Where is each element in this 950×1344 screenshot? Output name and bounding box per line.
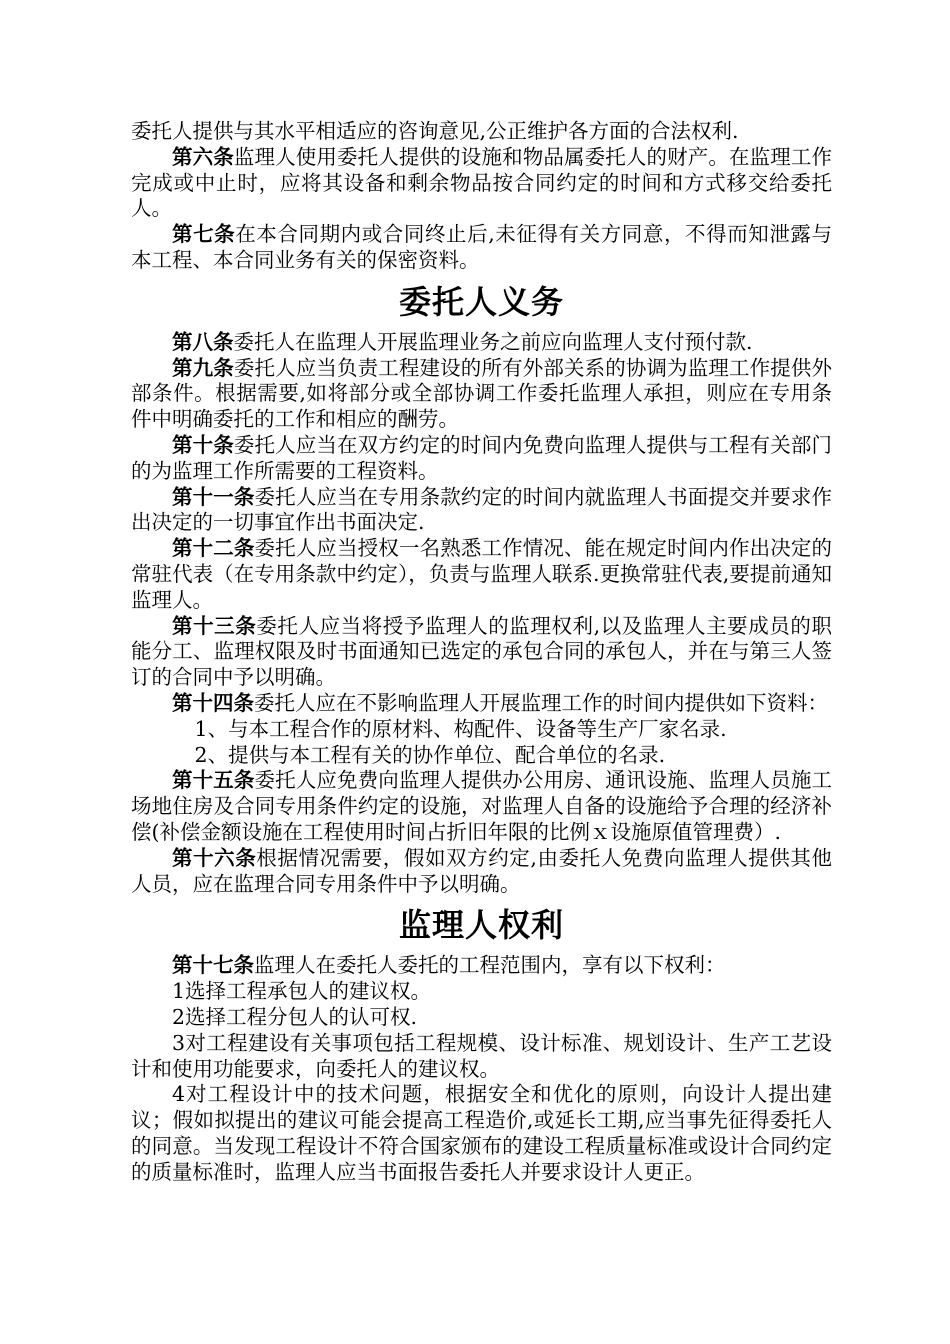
paragraph xyxy=(131,1082,832,1185)
article-number: 第七条 xyxy=(172,222,236,247)
article-paragraph xyxy=(131,145,832,222)
paragraph-text: 委托人应免费向监理人提供办公用房、通讯设施、监理人员施工场地住房及合同专用条件约定的设施，对监理人自备的设施给予合理的经济补偿(补偿金额设施在工程使用时间占折旧年限的比例ｘ设施原值管理费）. xyxy=(131,768,833,844)
article-number: 第十四条 xyxy=(172,690,254,715)
paragraph-text: 监理人使用委托人提供的设施和物品属委托人的财产。在监理工作完成或中止时，应将其设备和剩余物品按合同约定的时间和方式移交给委托人。 xyxy=(131,144,833,221)
article-number: 第十七条 xyxy=(172,953,254,978)
paragraph xyxy=(131,717,832,743)
paragraph xyxy=(131,743,832,769)
article-number: 第十三条 xyxy=(172,613,257,638)
article-paragraph xyxy=(131,953,832,979)
paragraph-text: 委托人提供与其水平相适应的咨询意见,公正维护各方面的合法权利. xyxy=(131,119,739,143)
article-number: 第八条 xyxy=(172,329,234,354)
paragraph-text: 2选择工程分包人的认可权. xyxy=(172,1004,418,1029)
article-paragraph xyxy=(131,768,832,845)
article-paragraph xyxy=(131,614,832,691)
paragraph-text: 委托人应在不影响监理人开展监理工作的时间内提供如下资料： xyxy=(254,690,828,715)
paragraph-text: 3对工程建设有关事项包括工程规模、设计标准、规划设计、生产工艺设计和使用功能要求，向委托人的建议权。 xyxy=(131,1030,832,1081)
paragraph xyxy=(131,979,832,1005)
article-paragraph xyxy=(131,330,832,356)
article-paragraph xyxy=(131,846,832,898)
paragraph xyxy=(131,119,832,145)
article-paragraph xyxy=(131,433,832,485)
paragraph xyxy=(131,1005,832,1031)
paragraph-text: 2、提供与本工程有关的协作单位、配合单位的名录. xyxy=(194,742,666,767)
article-paragraph xyxy=(131,691,832,717)
section-heading: 监理人权利 xyxy=(398,906,564,945)
paragraph-text: 4对工程设计中的技术问题，根据安全和优化的原则，向设计人提出建议；假如拟提出的建议可能会提高工程造价,或延长工期,应当事先征得委托人的同意。当发现工程设计不符合国家颁布的建设工程质量标准或设计合同约定的质量标准时，监理人应当书面报告委托人并要求设计人更正。 xyxy=(131,1082,832,1184)
paragraph-text: 在本合同期内或合同终止后,未征得有关方同意，不得而知泄露与本工程、本合同业务有关的保密资料。 xyxy=(131,222,833,272)
article-paragraph xyxy=(131,222,832,274)
article-number: 第十二条 xyxy=(172,536,255,561)
paragraph-text: 委托人应当负责工程建设的所有外部关系的协调为监理工作提供外部条件。根据需要,如将部分或全部协调工作委托监理人承担，则应在专用条件中明确委托的工作和相应的酬劳。 xyxy=(131,355,833,432)
paragraph-text: 委托人应当授权一名熟悉工作情况、能在规定时间内作出决定的常驻代表（在专用条款中约定），负责与监理人联系.更换常驻代表,要提前通知监理人。 xyxy=(131,536,833,612)
article-number: 第十五条 xyxy=(172,768,255,793)
article-paragraph xyxy=(131,356,832,433)
paragraph-text: 委托人在监理人开展监理业务之前应向监理人支付预付款. xyxy=(233,329,753,354)
paragraph-text: 1、与本工程合作的原材料、构配件、设备等生产厂家名录. xyxy=(194,716,727,741)
section-heading: 委托人义务 xyxy=(398,282,564,321)
article-number: 第十条 xyxy=(172,432,234,457)
paragraph-text: 委托人应当将授予监理人的监理权利,以及监理人主要成员的职能分工、监理权限及时书面通知已选定的承包合同的承包人，并在与第三人签订的合同中予以明确。 xyxy=(131,613,833,690)
article-number: 第九条 xyxy=(172,355,234,380)
paragraph-text: 委托人应当在双方约定的时间内免费向监理人提供与工程有关部门的为监理工作所需要的工程资料。 xyxy=(131,432,833,483)
article-paragraph xyxy=(131,536,832,613)
article-number: 第六条 xyxy=(172,144,234,169)
paragraph-text: 1选择工程承包人的建议权。 xyxy=(172,979,432,1004)
article-paragraph xyxy=(131,485,832,537)
paragraph-text: 根据情况需要，假如双方约定,由委托人免费向监理人提供其他人员，应在监理合同专用条件中予以明确。 xyxy=(131,845,833,896)
article-number: 第十一条 xyxy=(172,484,255,509)
paragraph-text: 监理人在委托人委托的工程范围内，享有以下权利： xyxy=(254,953,726,978)
paragraph xyxy=(131,1031,832,1083)
paragraph-text: 委托人应当在专用条款约定的时间内就监理人书面提交并要求作出决定的一切事宜作出书面决定. xyxy=(131,484,833,535)
article-number: 第十六条 xyxy=(172,845,257,870)
